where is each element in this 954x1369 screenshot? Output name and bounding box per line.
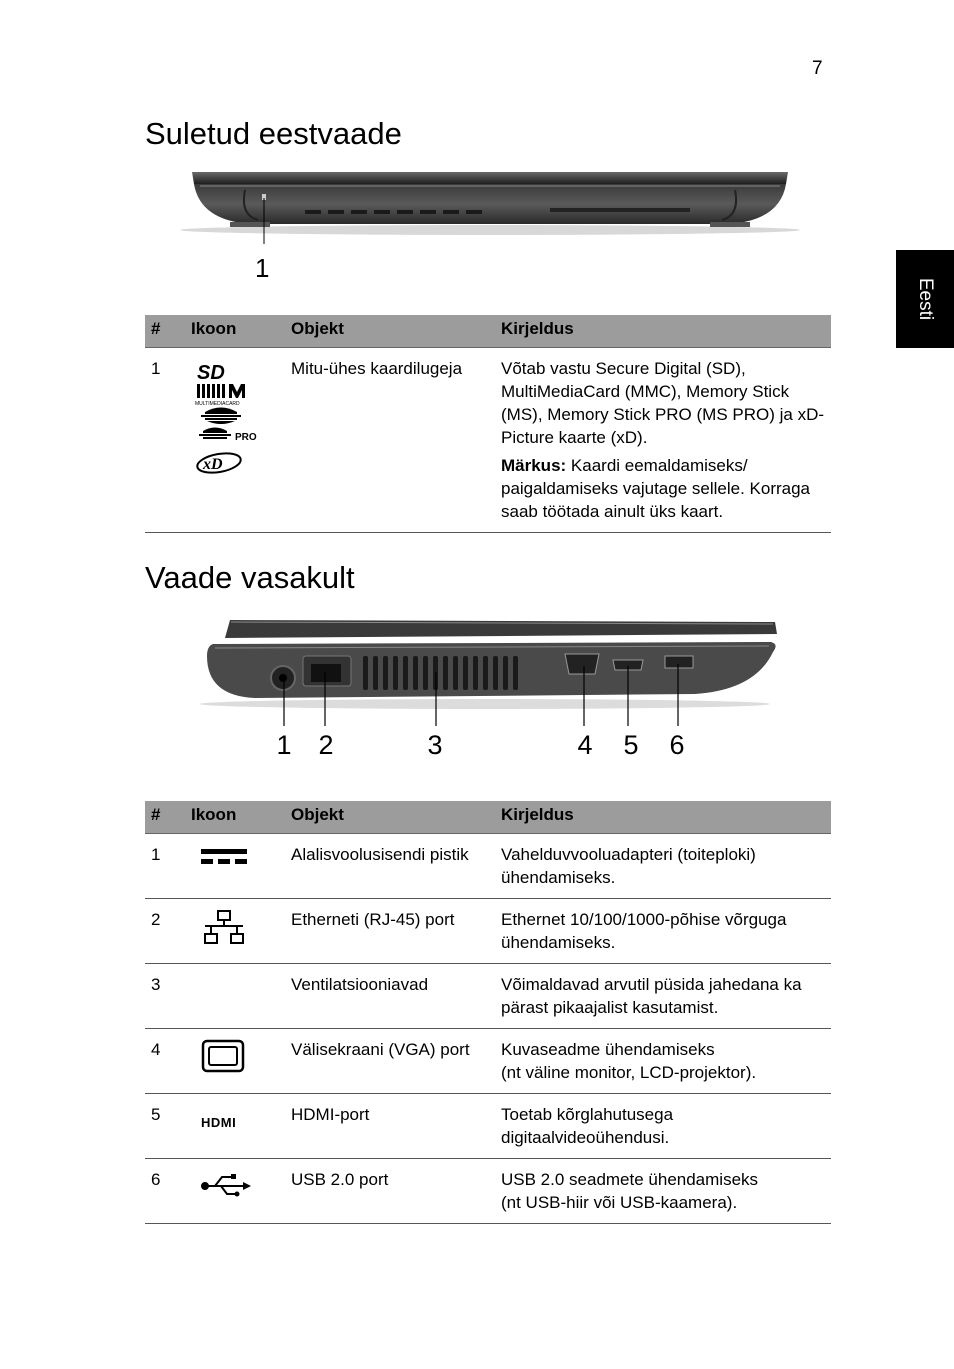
row-icon — [185, 348, 285, 533]
note-label: Märkus: — [501, 456, 567, 475]
front-view-table — [145, 315, 831, 533]
col-header-object: Objekt — [285, 801, 495, 834]
row-number: 2 — [145, 899, 185, 964]
hdmi-logo: HDMI — [201, 1115, 237, 1130]
row-number: 4 — [145, 1029, 185, 1094]
row-description: Ethernet 10/100/1000-põhise võrguga ühendamiseks. — [495, 899, 831, 964]
row-icon — [185, 1094, 285, 1159]
row-description: Toetab kõrglahutusega digitaalvideoühendusi. — [495, 1094, 831, 1159]
xd-logo: xD — [203, 456, 223, 473]
col-header-icon: Ikoon — [185, 315, 285, 348]
vga-icon — [191, 1038, 255, 1078]
row-object: USB 2.0 port — [285, 1159, 495, 1224]
row-description-text: Võtab vastu Secure Digital (SD), MultiMediaCard (MMC), Memory Stick (MS), Memory Stick PRO (MS PRO) ja xD-Picture kaarte (xD). — [501, 359, 825, 447]
callout-4-left: 4 — [577, 730, 593, 760]
row-number: 6 — [145, 1159, 185, 1224]
row-description: Kuvaseadme ühendamiseks (nt väline monitor, LCD-projektor). — [495, 1029, 831, 1094]
row-object: Mitu-ühes kaardilugeja — [285, 348, 495, 533]
language-tab-label: Eesti — [915, 277, 936, 321]
ethernet-icon — [191, 908, 255, 948]
page-number: 7 — [812, 58, 823, 79]
col-header-description: Kirjeldus — [495, 315, 831, 348]
col-header-icon: Ikoon — [185, 801, 285, 834]
laptop-left-view-illustration — [195, 612, 795, 772]
row-object: HDMI-port — [285, 1094, 495, 1159]
col-header-number: # — [145, 801, 185, 834]
table-header-row — [145, 315, 831, 348]
left-view-table — [145, 801, 831, 1224]
table-row — [145, 1094, 831, 1159]
row-icon — [185, 1159, 285, 1224]
section-title-left: Vaade vasakult — [145, 560, 355, 595]
table-row — [145, 834, 831, 899]
row-icon — [185, 1029, 285, 1094]
col-header-object: Objekt — [285, 315, 495, 348]
ms-pro-logo: PRO — [235, 432, 257, 443]
table-row — [145, 899, 831, 964]
usb-icon — [191, 1168, 255, 1200]
callout-5-left: 5 — [623, 730, 639, 760]
col-header-description: Kirjeldus — [495, 801, 831, 834]
dc-in-icon — [191, 843, 255, 873]
callout-6-left: 6 — [669, 730, 685, 760]
row-object: Alalisvoolusisendi pistik — [285, 834, 495, 899]
row-icon — [185, 964, 285, 1029]
note-text: Kaardi eemaldamiseks/ paigaldamiseks vajutage sellele. Korraga saab töötada ainult üks kaart. — [501, 456, 811, 521]
section-title-front: Suletud eestvaade — [145, 116, 402, 151]
table-row — [145, 964, 831, 1029]
row-object: Etherneti (RJ-45) port — [285, 899, 495, 964]
callout-1-front: 1 — [255, 253, 270, 283]
table-row — [145, 1159, 831, 1224]
row-number: 3 — [145, 964, 185, 1029]
table-row — [145, 348, 831, 533]
hdmi-icon — [191, 1103, 259, 1137]
laptop-front-view-illustration — [170, 160, 810, 285]
row-number: 1 — [145, 348, 185, 533]
row-note — [501, 454, 827, 523]
sd-logo: SD — [197, 362, 225, 384]
mmc-logo: MULTIMEDIACARD — [195, 401, 240, 407]
row-description: USB 2.0 seadmete ühendamiseks (nt USB-hiir või USB-kaamera). — [495, 1159, 831, 1224]
row-object: Välisekraani (VGA) port — [285, 1029, 495, 1094]
row-description: Võimaldavad arvutil püsida jahedana ka pärast pikaajalist kasutamist. — [495, 964, 831, 1029]
col-header-number: # — [145, 315, 185, 348]
row-description — [495, 348, 831, 533]
language-tab — [896, 250, 954, 348]
table-header-row — [145, 801, 831, 834]
row-number: 5 — [145, 1094, 185, 1159]
row-description: Vahelduvvooluadapteri (toiteploki) ühendamiseks. — [495, 834, 831, 899]
table-row — [145, 1029, 831, 1094]
card-reader-logos-icon — [191, 357, 263, 475]
callout-3-left: 3 — [427, 730, 443, 760]
row-object: Ventilatsiooniavad — [285, 964, 495, 1029]
row-icon — [185, 899, 285, 964]
row-icon — [185, 834, 285, 899]
row-number: 1 — [145, 834, 185, 899]
callout-1-left: 1 — [276, 730, 292, 760]
callout-2-left: 2 — [318, 730, 334, 760]
